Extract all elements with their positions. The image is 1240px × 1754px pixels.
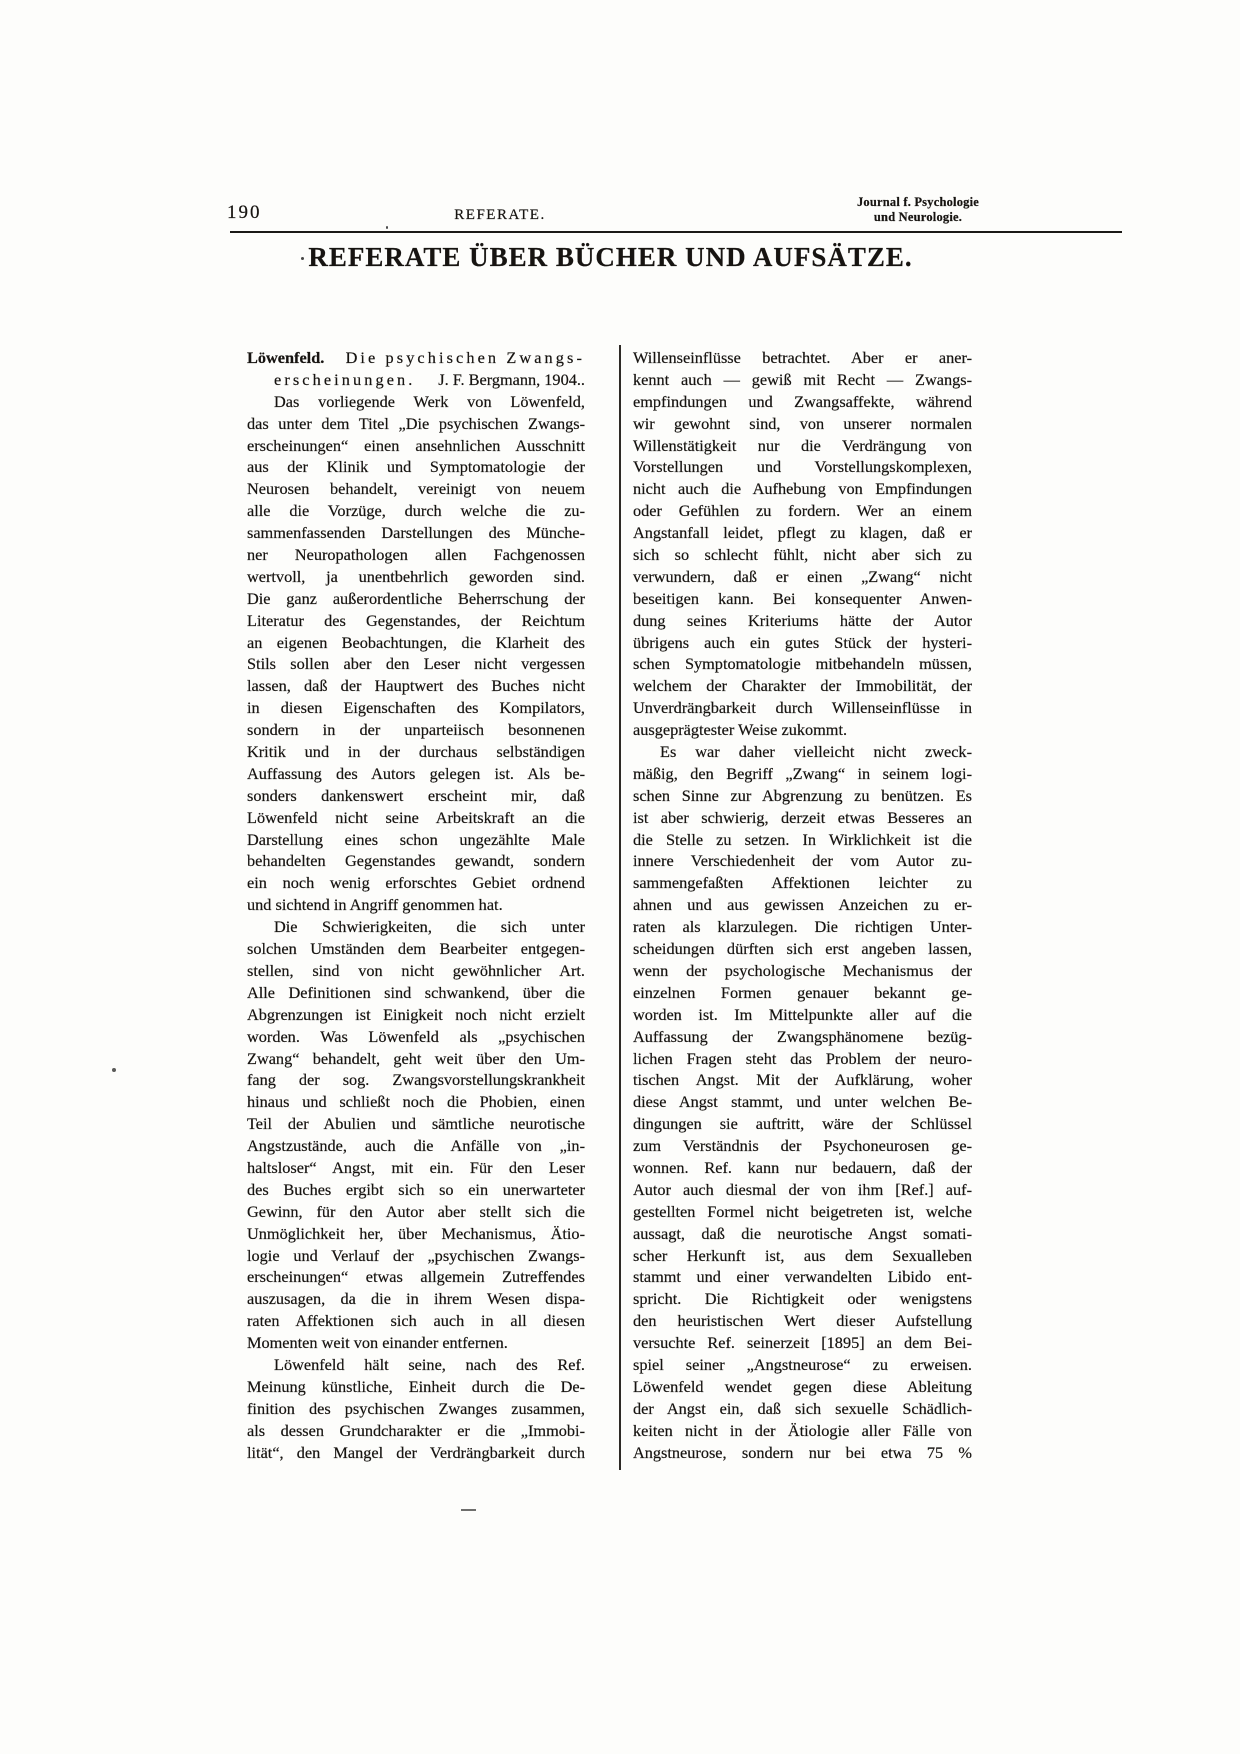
text-line: Kritik und in der durchaus selbständigen — [247, 742, 585, 762]
text-line: ausgeprägtester Weise zukommt. — [633, 720, 848, 740]
text-line: verwundern, daß er einen „Zwang“ nicht — [633, 566, 972, 586]
text-line: Meinung künstliche, Einheit durch die De- — [247, 1376, 585, 1396]
text-line: Auffassung der Zwangsphänomene bezüg- — [633, 1026, 972, 1046]
column-divider — [619, 345, 621, 1470]
text-line: stellen, sind von nicht gewöhnlicher Art. — [247, 960, 585, 980]
text-line: Teil der Abulien und sämtliche neurotische — [247, 1114, 585, 1134]
text-line: logie und Verlauf der „psychischen Zwangs- — [247, 1245, 585, 1265]
text-line: Literatur des Gegenstandes, der Reichtum — [247, 610, 585, 630]
text-line: scheidungen dürften sich erst angeben lassen, — [633, 939, 972, 959]
text-line: das unter dem Titel „Die psychischen Zwangs- — [247, 413, 585, 433]
scan-artifact-dot — [112, 1068, 116, 1072]
text-line: Löwenfeld nicht seine Arbeitskraft an die — [247, 807, 585, 827]
text-line: Das vorliegende Werk von Löwenfeld, — [274, 391, 585, 411]
text-line: wir gewohnt sind, von unserer normalen — [633, 413, 972, 433]
text-line: Willenstätigkeit nur die Verdrängung von — [633, 435, 972, 455]
text-line: haltsloser“ Angst, mit ein. Für den Leser — [247, 1157, 585, 1177]
text-line: Willenseinflüsse betrachtet. Aber er aner- — [633, 348, 972, 367]
text-line: Autor auch diesmal der von ihm [Ref.] auf- — [633, 1179, 972, 1199]
text-line: Löwenfeld wendet gegen diese Ableitung — [633, 1376, 972, 1396]
text-line: in diesen Eigenschaften des Kompilators, — [247, 698, 585, 718]
text-line: Abgrenzungen ist Einigkeit noch nicht erzielt — [247, 1004, 585, 1024]
text-line: Angstneurose, sondern nur bei etwa 75 % — [633, 1442, 972, 1462]
text-line: Darstellung eines schon ungezählte Male — [247, 829, 585, 849]
text-line: des Buches ergibt sich so ein unerwarteter — [247, 1179, 585, 1199]
page-number: 190 — [227, 202, 262, 223]
review-author: Löwenfeld. — [247, 348, 325, 367]
text-line: spricht. Die Richtigkeit oder wenigstens — [633, 1289, 972, 1309]
text-line: ein noch wenig erforschtes Gebiet ordnend — [247, 873, 585, 893]
text-line: sich so schlecht fühlt, nicht aber sich zu — [633, 545, 972, 565]
text-line: Momenten weit von einander entfernen. — [247, 1333, 508, 1353]
journal-name — [836, 195, 1000, 224]
text-line: dung seines Kriteriums hätte der Autor — [633, 610, 972, 630]
text-line: beseitigen kann. Bei konsequenter Anwen- — [633, 588, 972, 608]
text-line: alle die Vorzüge, durch welche die zu- — [247, 501, 585, 521]
text-line: erscheinungen“ einen ansehnlichen Ausschnitt — [247, 435, 585, 455]
text-line: spiel seiner „Angstneurose“ zu erweisen. — [633, 1354, 972, 1374]
review-title-part1: Die psychischen Zwangs- — [345, 348, 585, 367]
text-line: und sichtend in Angriff genommen hat. — [247, 895, 503, 915]
text-line: solchen Umständen dem Bearbeiter entgegen- — [247, 939, 585, 959]
text-line: oder Gefühlen zu fordern. Wer an einem — [633, 501, 972, 521]
text-line: Unmöglichkeit her, über Mechanismus, Ätio- — [247, 1223, 585, 1243]
text-line: die Stelle zu setzen. In Wirklichkeit ist die — [633, 829, 972, 849]
text-line: an eigenen Beobachtungen, die Klarheit des — [247, 632, 585, 652]
text-line: lität“, den Mangel der Verdrängbarkeit durch — [247, 1442, 585, 1462]
text-line: scher Herkunft ist, aus dem Sexualleben — [633, 1245, 972, 1265]
text-line: finition des psychischen Zwanges zusammen, — [247, 1398, 585, 1418]
text-line: Neurosen behandelt, vereinigt von neuem — [247, 479, 585, 499]
text-line: mäßig, den Begriff „Zwang“ in seinem logi- — [633, 763, 972, 783]
text-line: ist aber schwierig, derzeit etwas Besseres an — [633, 807, 972, 827]
text-line: wertvoll, ja unentbehrlich geworden sind. — [247, 566, 585, 586]
text-line: zum Verständnis der Psychoneurosen ge- — [633, 1136, 972, 1156]
text-line: übrigens auch ein gutes Stück der hysteri- — [633, 632, 972, 652]
text-line: dingungen sie auftritt, wäre der Schlüssel — [633, 1114, 972, 1134]
text-line: wonnen. Ref. kann nur bedauern, daß der — [633, 1157, 972, 1177]
journal-name-line2: und Neurologie. — [873, 209, 963, 224]
text-line: Die ganz außerordentliche Beherrschung der — [247, 588, 585, 608]
review-heading-line1 — [247, 347, 585, 369]
running-title: REFERATE. — [454, 207, 546, 223]
text-line: stammt und einer verwandelten Libido ent- — [633, 1267, 972, 1287]
scan-artifact-dot — [386, 226, 388, 229]
text-line: als dessen Grundcharakter er die „Immobi- — [247, 1420, 585, 1440]
text-line: erscheinungen“ etwas allgemein Zutreffendes — [247, 1267, 585, 1287]
review-heading-line2 — [247, 369, 585, 391]
text-line: Unverdrängbarkeit durch Willenseinflüsse in — [633, 698, 972, 718]
text-line: ner Neuropathologen allen Fachgenossen — [247, 545, 585, 565]
section-title: REFERATE ÜBER BÜCHER UND AUFSÄTZE. — [308, 242, 913, 272]
text-line: behandelten Gegenstandes gewandt, sondern — [247, 851, 585, 871]
text-line: kennt auch — gewiß mit Recht — Zwangs- — [633, 369, 972, 389]
text-line: lassen, daß der Hauptwert des Buches nicht — [247, 676, 585, 696]
text-line: nicht auch die Aufhebung von Empfindungen — [633, 479, 972, 499]
text-line: keiten nicht in der Ätiologie aller Fälle von — [633, 1420, 972, 1440]
text-line: Vorstellungen und Vorstellungskomplexen, — [633, 457, 972, 477]
text-line: schen Sinne zur Abgrenzung zu benützen. Es — [633, 785, 972, 805]
text-line: sondern in der unparteiisch besonnenen — [247, 720, 585, 740]
text-line: der Angst ein, daß sich sexuelle Schädlich- — [633, 1398, 972, 1418]
text-line: ahnen und aus gewissen Anzeichen zu er- — [633, 895, 972, 915]
text-line: sammengefaßten Affektionen leichter zu — [633, 873, 972, 893]
text-line: worden. Was Löwenfeld als „psychischen — [247, 1026, 585, 1046]
text-line: welchem der Charakter der Immobilität, der — [633, 676, 972, 696]
text-line: tischen Angst. Mit der Aufklärung, woher — [633, 1070, 972, 1090]
text-line: Stils sollen aber den Leser nicht vergessen — [247, 654, 585, 674]
text-line: fang der sog. Zwangsvorstellungskrankheit — [247, 1070, 585, 1090]
text-line: innere Verschiedenheit der vom Autor zu- — [633, 851, 972, 871]
text-line: Auffassung des Autors gelegen ist. Als be- — [247, 763, 585, 783]
text-line: raten Affektionen sich auch in all diesen — [247, 1311, 585, 1331]
text-column-left — [247, 347, 585, 1463]
review-imprint: J. F. Bergmann, 1904.. — [438, 369, 585, 389]
text-line: Angstzustände, auch die Anfälle von „in- — [247, 1136, 585, 1156]
scan-artifact-dot — [301, 257, 304, 260]
text-line: aus der Klinik und Symptomatologie der — [247, 457, 585, 477]
text-line: gestellten Formel nicht beigetreten ist, welche — [633, 1201, 972, 1221]
text-line: versuchte Ref. seinerzeit [1895] an dem Bei- — [633, 1333, 972, 1353]
text-line: Es war daher vielleicht nicht zweck- — [660, 742, 972, 762]
text-line: empfindungen und Zwangsaffekte, während — [633, 391, 972, 411]
text-line: Gewinn, für den Autor aber stellt sich die — [247, 1201, 585, 1221]
text-line: einzelnen Formen genauer bekannt ge- — [633, 982, 972, 1002]
text-column-right — [633, 347, 972, 1463]
text-line: worden ist. Im Mittelpunkte aller auf die — [633, 1004, 972, 1024]
text-line: sonders dankenswert erscheint mir, daß — [247, 785, 585, 805]
text-line: wenn der psychologische Mechanismus der — [633, 960, 972, 980]
text-line: aussagt, daß die neurotische Angst somati- — [633, 1223, 972, 1243]
text-line: sammenfassenden Darstellungen des Münche- — [247, 523, 585, 543]
text-line: schen Symptomatologie mitbehandeln müssen, — [633, 654, 972, 674]
text-line: Löwenfeld hält seine, nach des Ref. — [274, 1354, 585, 1374]
scan-artifact-dash — [461, 1509, 476, 1511]
text-line: raten als klarzulegen. Die richtigen Unter- — [633, 917, 972, 937]
text-line: Angstanfall leidet, pflegt zu klagen, daß er — [633, 523, 972, 543]
journal-name-line1: Journal f. Psychologie — [856, 195, 980, 209]
text-line: Zwang“ behandelt, geht weit über den Um- — [247, 1048, 585, 1068]
text-line: auszusagen, da die in ihrem Wesen dispa- — [247, 1289, 585, 1309]
text-line: den heuristischen Wert dieser Aufstellung — [633, 1311, 972, 1331]
text-line: lichen Fragen steht das Problem der neuro- — [633, 1048, 972, 1068]
text-line: Die Schwierigkeiten, die sich unter — [274, 917, 585, 937]
header-rule — [230, 231, 1122, 233]
text-line: hinaus und schließt noch die Phobien, einen — [247, 1092, 585, 1112]
text-line: diese Angst stammt, und unter welchen Be- — [633, 1092, 972, 1112]
review-title-part2: erscheinungen. — [274, 369, 416, 389]
text-line: Alle Definitionen sind schwankend, über die — [247, 982, 585, 1002]
